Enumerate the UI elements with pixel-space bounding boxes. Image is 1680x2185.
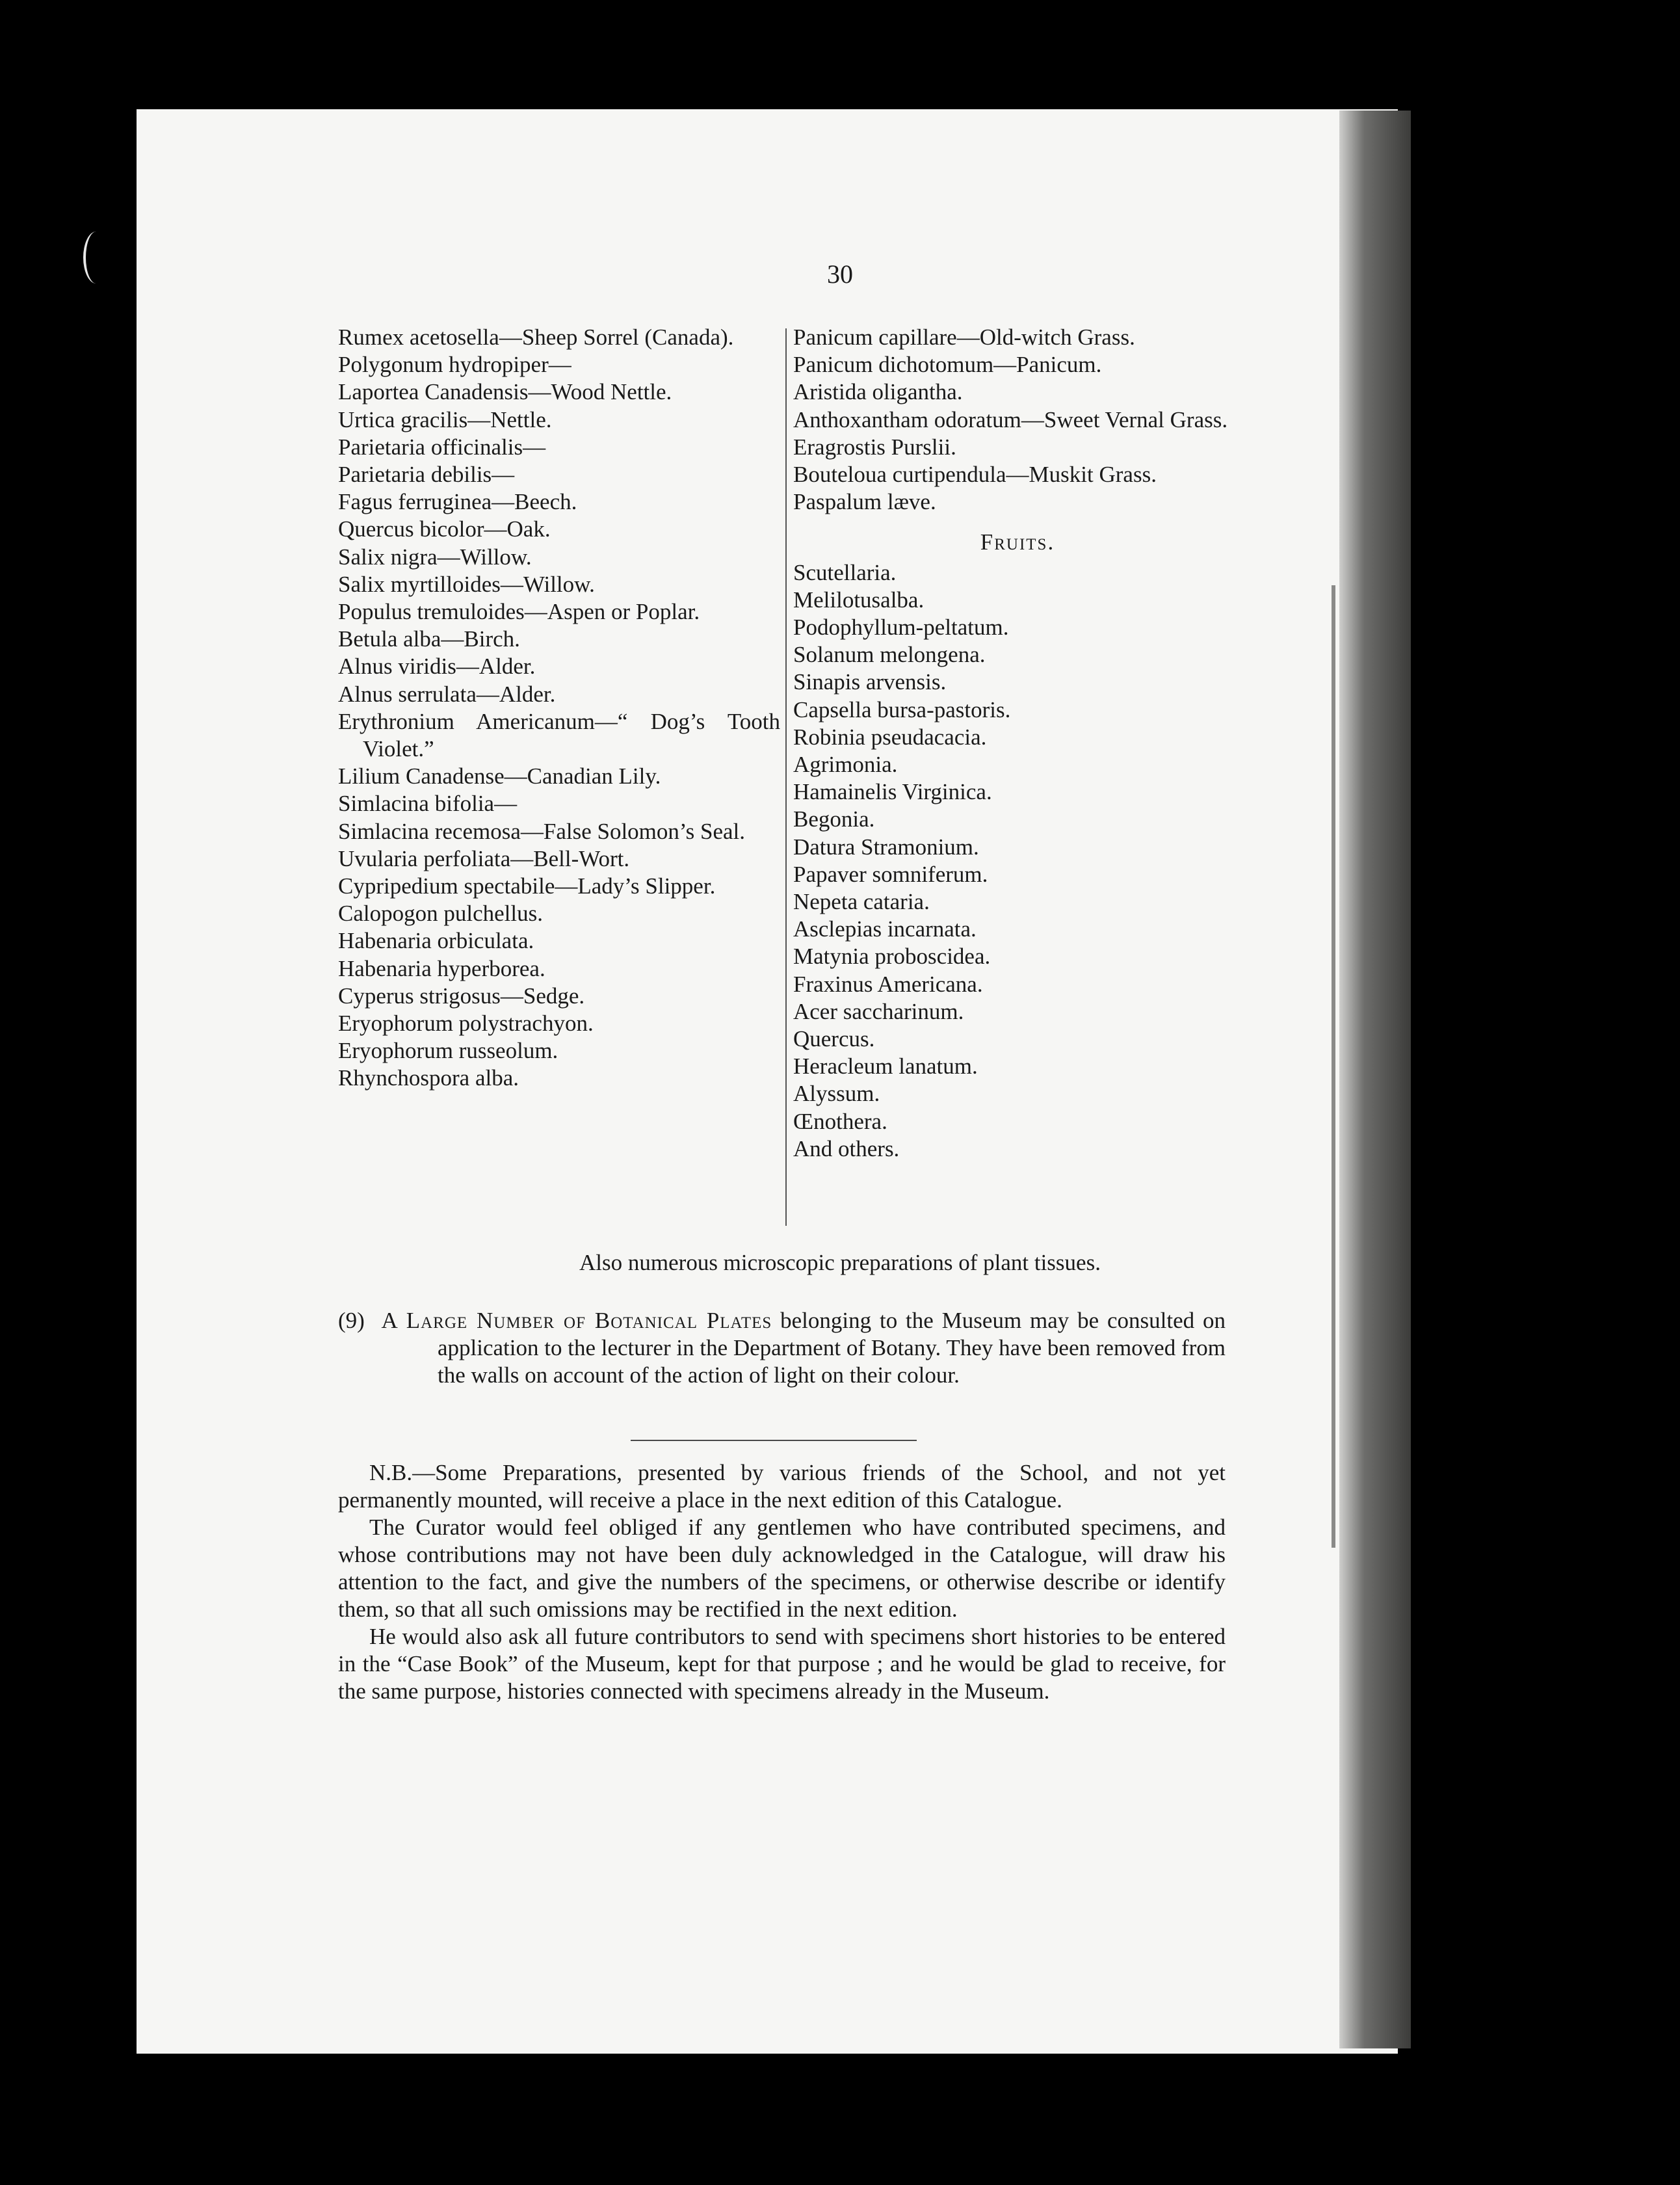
list-item: Eryophorum polystrachyon. bbox=[338, 1011, 594, 1037]
list-item: Acer saccharinum. bbox=[793, 998, 964, 1024]
list-item: Podophyllum-peltatum. bbox=[793, 615, 1009, 641]
list-item: Cypripedium spectabile—Lady’s Slipper. bbox=[338, 873, 716, 899]
list-item: Aristida oligantha. bbox=[793, 379, 963, 405]
list-item: Nepeta cataria. bbox=[793, 889, 930, 915]
list-item: Cyperus strigosus—Sedge. bbox=[338, 983, 585, 1009]
list-item: Rumex acetosella—Sheep Sorrel (Canada). bbox=[338, 324, 734, 350]
botanical-plates-paragraph bbox=[338, 1307, 1226, 1389]
list-item: Urtica gracilis—Nettle. bbox=[338, 406, 552, 432]
list-item: Robinia pseudacacia. bbox=[793, 724, 987, 750]
list-item: Bouteloua curtipendula—Muskit Grass. bbox=[793, 462, 1157, 488]
list-item: Fraxinus Americana. bbox=[793, 971, 983, 997]
list-item: Polygonum hydropiper— bbox=[338, 352, 571, 378]
list-item: Lilium Canadense—Canadian Lily. bbox=[338, 763, 661, 789]
list-item: Alnus serrulata—Alder. bbox=[338, 681, 556, 707]
section-divider bbox=[631, 1440, 917, 1441]
list-item: Scutellaria. bbox=[793, 559, 897, 585]
note-paragraph: He would also ask all future contributors to send with specimens short histories to be entered in the “Case Book” of the Museum, kept for that purpose ; and he would be glad to receive, for the same purpose, histories connected with specimens already in the Museum. bbox=[338, 1624, 1226, 1704]
list-item: Anthoxantham odoratum—Sweet Vernal Grass. bbox=[793, 406, 1228, 432]
list-item: Rhynchospora alba. bbox=[338, 1065, 519, 1091]
note-paragraph: The Curator would feel obliged if any gentlemen who have contributed specimens, and whose contributions may not have been duly acknowledged in the Catalogue, will draw his attention to the fact, and give the numbers of the specimens, or otherwise describe or identify them, so that all such omissions may be rectified in the next edition. bbox=[338, 1515, 1226, 1622]
plates-text: belonging to the Museum may be consulted on application to the lecturer in the Department of Botany. They have been removed from the walls on account of the action of light on their colour. bbox=[438, 1308, 1226, 1388]
list-item: Agrimonia. bbox=[793, 752, 898, 778]
list-item: Erythronium Americanum—“ Dog’s Tooth Violet.” bbox=[338, 708, 780, 762]
list-item: Parietaria officinalis— bbox=[338, 434, 546, 460]
list-item: Quercus bicolor—Oak. bbox=[338, 516, 551, 542]
list-item: Capsella bursa-pastoris. bbox=[793, 696, 1011, 722]
list-item: Salix myrtilloides—Willow. bbox=[338, 571, 595, 597]
list-item: Betula alba—Birch. bbox=[338, 626, 520, 652]
list-item: Heracleum lanatum. bbox=[793, 1053, 978, 1079]
list-item: Calopogon pulchellus. bbox=[338, 901, 543, 927]
list-item: Begonia. bbox=[793, 806, 875, 832]
column-divider bbox=[785, 328, 787, 1226]
list-item: Eragrostis Purslii. bbox=[793, 434, 956, 460]
list-item: Asclepias incarnata. bbox=[793, 916, 977, 942]
list-item: Melilotusalba. bbox=[793, 587, 925, 613]
list-item: Solanum melongena. bbox=[793, 642, 986, 668]
item-number: (9) bbox=[338, 1308, 365, 1333]
list-item: Populus tremuloides—Aspen or Poplar. bbox=[338, 599, 700, 625]
list-item: Datura Stramonium. bbox=[793, 834, 979, 860]
list-item: Quercus. bbox=[793, 1026, 875, 1052]
page-edge-shadow bbox=[1339, 111, 1411, 2048]
left-column-list bbox=[338, 324, 780, 1092]
list-item: Laportea Canadensis—Wood Nettle. bbox=[338, 379, 672, 405]
list-item: And others. bbox=[793, 1135, 900, 1161]
list-item: Alyssum. bbox=[793, 1081, 880, 1107]
microscopic-preparations-line: Also numerous microscopic preparations of plant tissues. bbox=[579, 1250, 1101, 1275]
list-item: Hamainelis Virginica. bbox=[793, 779, 992, 805]
list-item: Panicum dichotomum—Panicum. bbox=[793, 352, 1102, 378]
list-item: Papaver somniferum. bbox=[793, 861, 988, 887]
list-item: Fagus ferruginea—Beech. bbox=[338, 489, 577, 515]
binding-line bbox=[1332, 585, 1335, 1548]
right-column-list bbox=[793, 324, 1242, 1163]
list-item: Simlacina recemosa—False Solomon’s Seal. bbox=[338, 818, 746, 844]
list-item: Uvularia perfoliata—Bell-Wort. bbox=[338, 845, 630, 871]
list-item: Habenaria hyperborea. bbox=[338, 955, 545, 981]
list-item: Parietaria debilis— bbox=[338, 462, 515, 488]
list-item: Salix nigra—Willow. bbox=[338, 544, 532, 570]
list-item: Sinapis arvensis. bbox=[793, 669, 947, 695]
note-paragraph: N.B.—Some Preparations, presented by various friends of the School, and not yet permanently mounted, will receive a place in the next edition of this Catalogue. bbox=[338, 1460, 1226, 1513]
list-item: Simlacina bifolia— bbox=[338, 791, 518, 817]
list-item: Alnus viridis—Alder. bbox=[338, 654, 536, 680]
list-item: Habenaria orbiculata. bbox=[338, 928, 534, 954]
list-item: Œnothera. bbox=[793, 1108, 887, 1134]
notes-section bbox=[338, 1459, 1226, 1705]
list-item: Eryophorum russeolum. bbox=[338, 1038, 558, 1064]
list-item: Matynia proboscidea. bbox=[793, 944, 991, 970]
page-number: 30 bbox=[827, 259, 853, 289]
plates-caps-heading: A Large Number of Botanical Plates bbox=[381, 1308, 772, 1333]
fruits-heading: Fruits. bbox=[980, 529, 1055, 555]
list-item: Panicum capillare—Old-witch Grass. bbox=[793, 324, 1135, 350]
list-item: Paspalum læve. bbox=[793, 489, 936, 515]
